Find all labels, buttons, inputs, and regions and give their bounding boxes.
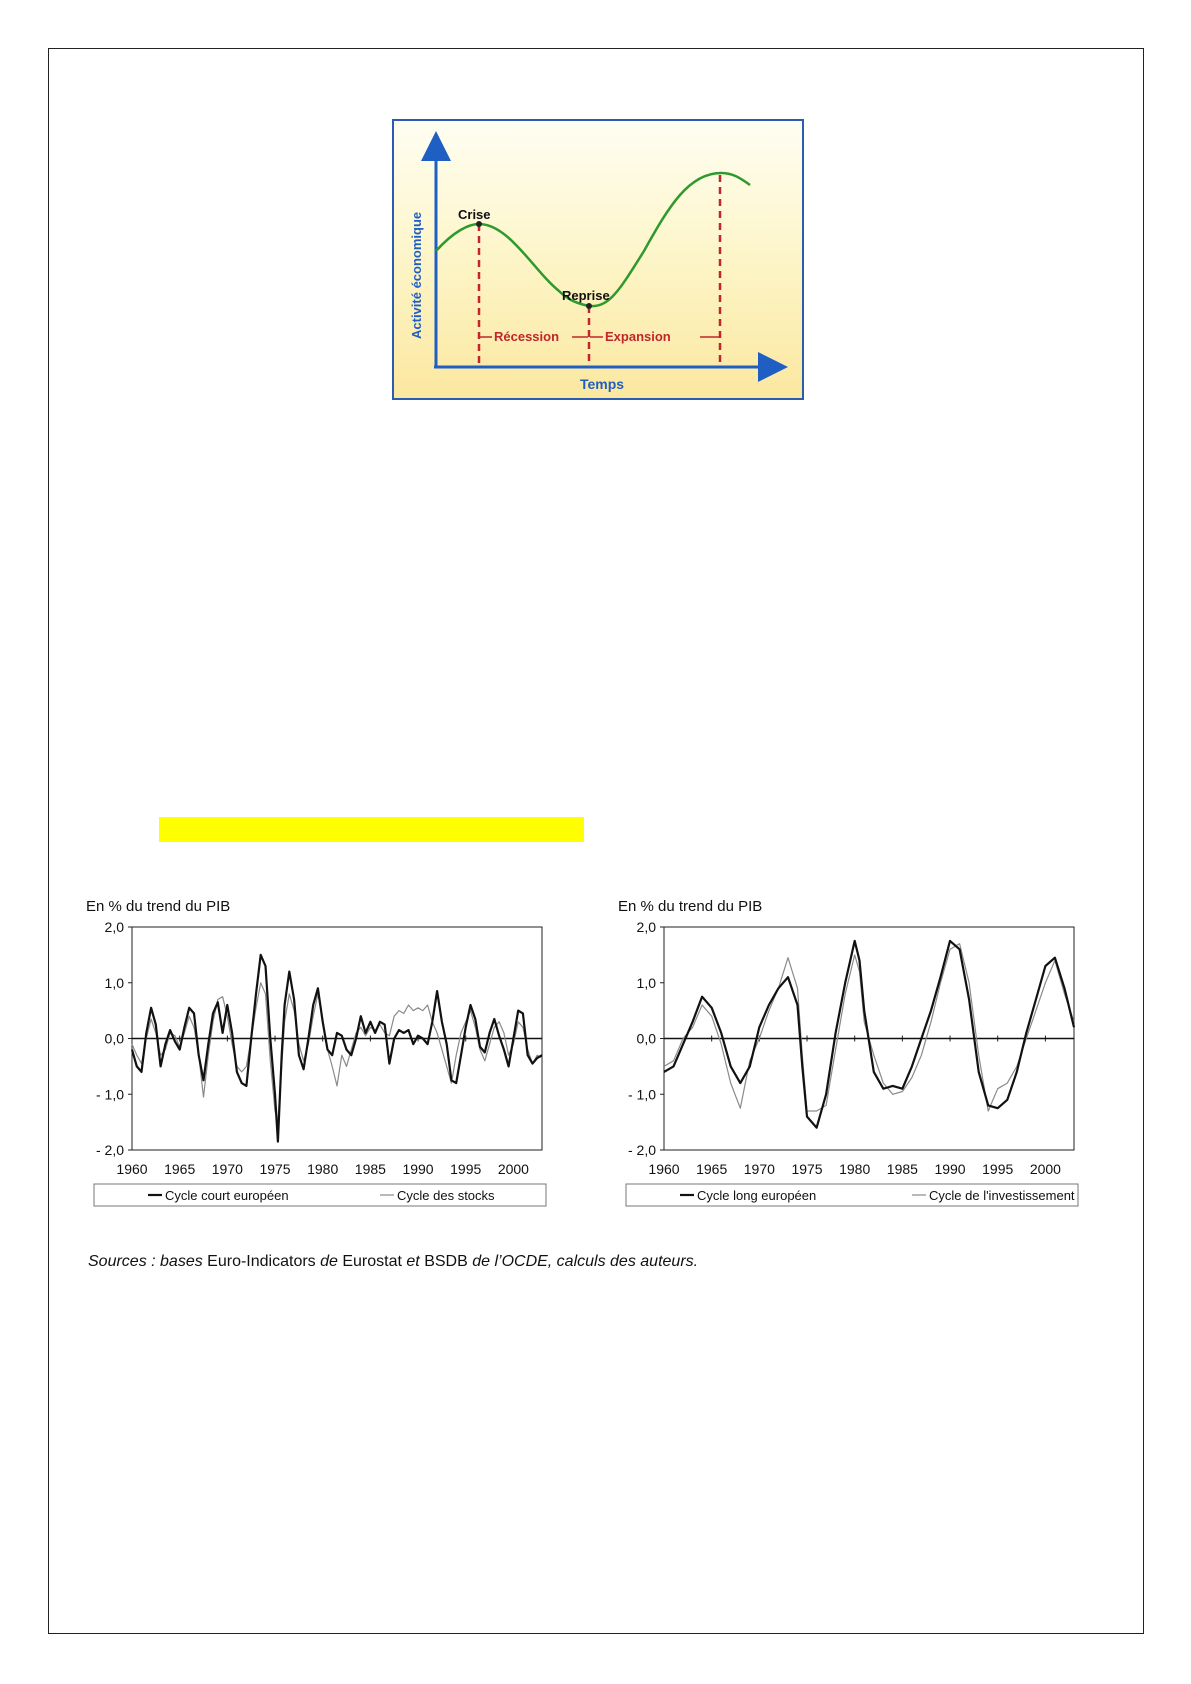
- y-tick-label: 1,0: [636, 974, 656, 991]
- sources-db2: BSDB: [424, 1253, 468, 1270]
- highlight-bar: [159, 817, 584, 842]
- business-cycle-svg: [394, 121, 802, 398]
- x-tick-label: 2000: [497, 1161, 529, 1177]
- y-tick-label: 2,0: [636, 919, 656, 935]
- long-cycle-chart-svg: [612, 893, 1102, 1238]
- x-tick-label: 1980: [839, 1161, 871, 1177]
- expansion-label: Expansion: [605, 329, 671, 344]
- sources-et: et: [401, 1253, 425, 1270]
- x-tick-label: 1990: [934, 1161, 966, 1177]
- y-tick-label: 0,0: [104, 1030, 124, 1047]
- chart-title: En % du trend du PIB: [86, 898, 231, 915]
- y-tick-label: 0,0: [636, 1030, 656, 1047]
- series-line-secondary: [132, 983, 542, 1122]
- x-tick-label: 1995: [450, 1161, 482, 1177]
- legend-label: Cycle long européen: [697, 1188, 817, 1203]
- x-tick-label: 1995: [982, 1161, 1014, 1177]
- short-cycle-chart: [80, 893, 570, 1238]
- y-tick-label: - 2,0: [627, 1142, 656, 1158]
- legend-label: Cycle court européen: [165, 1188, 289, 1203]
- chart-title: En % du trend du PIB: [618, 898, 763, 915]
- x-axis-label: Temps: [580, 376, 625, 392]
- x-tick-label: 1980: [307, 1161, 339, 1177]
- x-tick-label: 1975: [259, 1161, 291, 1177]
- x-tick-label: 1990: [402, 1161, 434, 1177]
- sources-rest: de l’OCDE, calculs des auteurs.: [467, 1253, 699, 1270]
- x-tick-label: 1960: [116, 1161, 148, 1177]
- legend-label: Cycle des stocks: [397, 1188, 495, 1203]
- series-line-primary: [664, 941, 1074, 1128]
- sources-de1: de: [315, 1253, 343, 1270]
- sources-note: [88, 1253, 698, 1271]
- series-line-primary: [132, 955, 542, 1142]
- recovery-label: Reprise: [562, 288, 610, 303]
- x-tick-label: 1960: [648, 1161, 680, 1177]
- y-tick-label: 2,0: [104, 919, 124, 935]
- cycle-curve: [436, 173, 750, 306]
- y-tick-label: - 2,0: [95, 1142, 124, 1158]
- y-axis-label: Activité économique: [409, 211, 424, 339]
- x-tick-label: 1985: [886, 1161, 918, 1177]
- x-tick-label: 1985: [354, 1161, 386, 1177]
- legend-label: Cycle de l'investissement: [929, 1188, 1075, 1203]
- x-tick-label: 1975: [791, 1161, 823, 1177]
- x-tick-label: 2000: [1029, 1161, 1061, 1177]
- x-tick-label: 1965: [164, 1161, 196, 1177]
- y-tick-label: 1,0: [104, 974, 124, 991]
- business-cycle-diagram: [392, 119, 804, 400]
- recession-label: Récession: [494, 329, 560, 344]
- crisis-label: Crise: [458, 207, 491, 222]
- sources-db1: Euro-Indicators: [207, 1253, 316, 1270]
- recovery-point: [586, 303, 592, 309]
- x-tick-label: 1970: [743, 1161, 775, 1177]
- short-cycle-chart-svg: [80, 893, 570, 1238]
- y-tick-label: - 1,0: [95, 1086, 124, 1103]
- x-tick-label: 1970: [211, 1161, 243, 1177]
- long-cycle-chart: [612, 893, 1102, 1238]
- sources-org1: Eurostat: [342, 1253, 402, 1270]
- x-tick-label: 1965: [696, 1161, 728, 1177]
- sources-prefix: Sources : bases: [88, 1253, 208, 1270]
- y-tick-label: - 1,0: [627, 1086, 656, 1103]
